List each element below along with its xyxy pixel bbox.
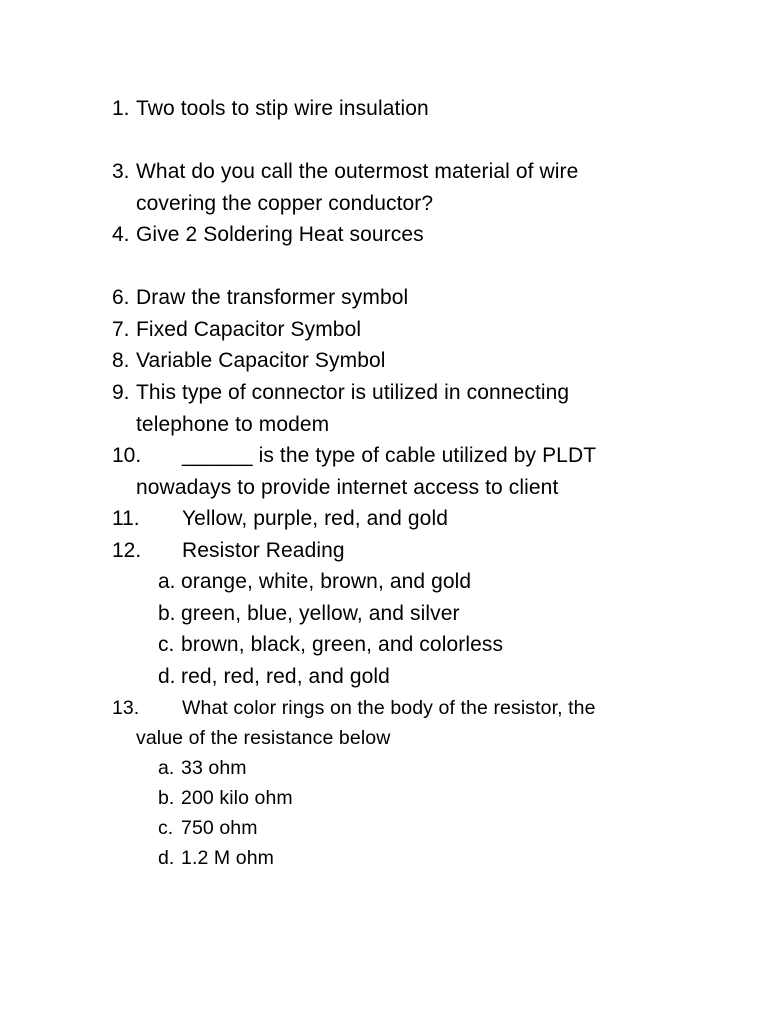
question-text: Fixed Capacitor Symbol: [136, 318, 362, 341]
question-number: 4.: [112, 223, 130, 246]
question-text: What color rings on the body of the resistor, the: [182, 697, 596, 719]
question-number: 6.: [112, 286, 130, 309]
question-number: 12.: [112, 539, 142, 562]
question-continuation: value of the resistance below: [136, 727, 391, 749]
question-text: Yellow, purple, red, and gold: [182, 507, 448, 530]
question-text: Resistor Reading: [182, 539, 345, 562]
option-text: 33 ohm: [181, 757, 247, 779]
option-text: 750 ohm: [181, 817, 258, 839]
question-text: Draw the transformer symbol: [136, 286, 409, 309]
question-number: 9.: [112, 381, 130, 404]
question-number: 1.: [112, 97, 130, 120]
question-number: 8.: [112, 349, 130, 372]
option-letter: d.: [158, 847, 175, 869]
option-text: 1.2 M ohm: [181, 847, 275, 869]
option-letter: c.: [158, 633, 175, 656]
question-continuation: telephone to modem: [136, 413, 330, 436]
question-text: ______ is the type of cable utilized by PLDT: [182, 444, 597, 467]
question-number: 10.: [112, 444, 142, 467]
question-text: Give 2 Soldering Heat sources: [136, 223, 424, 246]
question-number: 13.: [112, 697, 140, 719]
option-letter: b.: [158, 602, 176, 625]
option-text: green, blue, yellow, and silver: [181, 602, 460, 625]
option-letter: d.: [158, 665, 176, 688]
question-text: Two tools to stip wire insulation: [136, 97, 429, 120]
question-number: 3.: [112, 160, 130, 183]
option-text: 200 kilo ohm: [181, 787, 293, 809]
question-continuation: covering the copper conductor?: [136, 192, 434, 215]
option-text: red, red, red, and gold: [181, 665, 390, 688]
option-letter: a.: [158, 570, 176, 593]
question-text: Variable Capacitor Symbol: [136, 349, 386, 372]
question-number: 11.: [112, 507, 140, 530]
question-number: 7.: [112, 318, 130, 341]
question-continuation: nowadays to provide internet access to client: [136, 476, 559, 499]
option-letter: a.: [158, 757, 175, 779]
question-text: This type of connector is utilized in connecting: [136, 381, 570, 404]
option-text: orange, white, brown, and gold: [181, 570, 472, 593]
option-letter: b.: [158, 787, 175, 809]
option-letter: c.: [158, 817, 174, 839]
option-text: brown, black, green, and colorless: [181, 633, 504, 656]
question-text: What do you call the outermost material of wire: [136, 160, 579, 183]
